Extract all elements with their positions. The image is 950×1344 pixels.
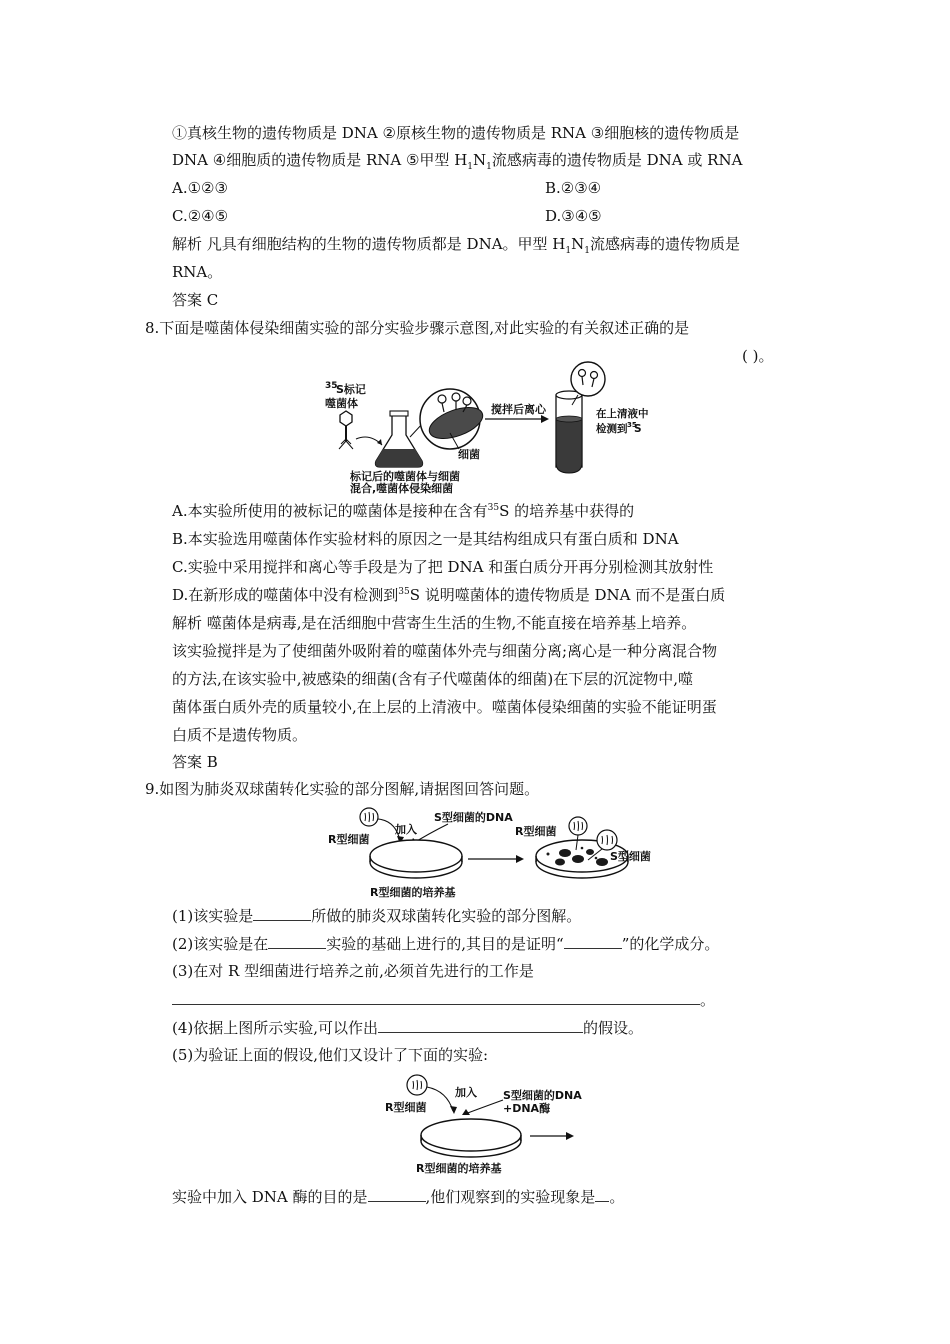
q9-part1-text-b: 所做的肺炎双球菌转化实验的部分图解。 — [311, 907, 582, 925]
phage-label-line1: S标记 — [336, 383, 366, 396]
q7-option-c: C.②④⑤ — [172, 207, 229, 225]
q8-option-a — [172, 501, 634, 521]
q8-option-d — [172, 585, 725, 605]
q7-statements-text-a: DNA ④细胞质的遗传物质是 RNA ⑤甲型 H — [172, 151, 468, 169]
q9-part2-text-c: ”的化学成分。 — [621, 935, 720, 953]
q8-answer: 答案 B — [172, 753, 218, 771]
medium-label-2: R型细菌的培养基 — [416, 1162, 502, 1175]
q7-option-b: B.②③④ — [545, 179, 602, 197]
q9-part4-text-a: (4)依据上图所示实验,可以作出 — [172, 1019, 379, 1037]
supernatant-circle — [571, 362, 605, 396]
q8-analysis-line: 白质不是遗传物质。 — [172, 726, 308, 744]
q9-part4-text-b: 的假设。 — [583, 1019, 644, 1037]
arrow-phage-to-flask — [356, 437, 382, 445]
q8-analysis-line: 解析 噬菌体是病毒,是在活细胞中营寄生生活的生物,不能直接在培养基上培养。 — [172, 614, 697, 632]
q9-part2-blank-2[interactable] — [564, 933, 622, 949]
detect-label-s: S — [634, 423, 642, 435]
q9-part6 — [172, 1186, 624, 1207]
q7-statements-text: ①真核生物的遗传物质是 DNA ②原核生物的遗传物质是 RNA ③细胞核的遗传物质是 — [172, 124, 740, 142]
s-dna-label-2: S型细菌的DNA — [503, 1089, 582, 1102]
q8-option-a-text-b: S 的培养基中获得的 — [499, 502, 635, 520]
q9-part1-blank[interactable] — [253, 905, 311, 921]
q8-option-d-text-b: S 说明噬菌体的遗传物质是 DNA 而不是蛋白质 — [409, 586, 726, 604]
q8-option-d-sup: 35 — [398, 587, 410, 597]
q8-analysis-line: 的方法,在该实验中,被感染的细菌(含有子代噬菌体的细菌)在下层的沉淀物中,噬 — [172, 670, 694, 688]
q9-part4 — [172, 1017, 643, 1038]
phage-infection-diagram — [320, 377, 649, 495]
q8-option-c: C.实验中采用搅拌和离心等手段是为了把 DNA 和蛋白质分开再分别检测其放射性 — [172, 558, 714, 576]
q8-option-d-text: D.在新形成的噬菌体中没有检测到 — [172, 586, 399, 604]
transformation-diagram-2 — [380, 1070, 600, 1178]
q9-part2-text-b: 实验的基础上进行的,其目的是证明“ — [326, 935, 564, 953]
r-bacteria-label-2: R型细菌 — [515, 825, 557, 838]
q7-answer: 答案 C — [172, 291, 219, 309]
q7-statements-line2 — [172, 150, 742, 170]
bacteria-label: 细菌 — [458, 448, 480, 461]
q7-analysis-text-a: 解析 凡具有细胞结构的生物的遗传物质都是 DNA。甲型 H — [172, 235, 566, 253]
q8-analysis-line: 该实验搅拌是为了使细菌外吸附着的噬菌体外壳与细菌分离;离心是一种分离混合物 — [172, 642, 718, 660]
q8-stem: 8.下面是噬菌体侵染细菌实验的部分实验步骤示意图,对此实验的有关叙述正确的是 — [145, 319, 690, 337]
q9-part1 — [172, 905, 581, 926]
q7-analysis-sub-1: 1 — [565, 246, 572, 256]
detect-label-sup: 35 — [627, 421, 637, 429]
q9-part3-answer-line — [172, 989, 715, 1010]
q7-option-d: D.③④⑤ — [545, 207, 602, 225]
centrifuge-arrow-label: 搅拌后离心 — [491, 403, 546, 416]
medium-label: R型细菌的培养基 — [370, 886, 456, 899]
r-bacteria-label: R型细菌 — [328, 833, 370, 846]
detect-label-line1: 在上清液中 — [596, 408, 649, 420]
q8-option-b: B.本实验选用噬菌体作实验材料的原因之一是其结构组成只有蛋白质和 DNA — [172, 530, 679, 548]
dna-enzyme-label: +DNA酶 — [503, 1102, 551, 1115]
q7-analysis-n: N — [571, 235, 585, 253]
transformation-diagram-1 — [320, 804, 665, 899]
q9-part3-blank[interactable] — [172, 989, 700, 1005]
s-bacteria-label: S型细菌 — [610, 850, 651, 863]
s-dna-label: S型细菌的DNA — [434, 811, 513, 824]
petri-dish-left — [370, 840, 462, 878]
q7-analysis-line1 — [172, 234, 740, 254]
mix-label-line2: 混合,噬菌体侵染细菌 — [350, 482, 454, 495]
q9-part2 — [172, 933, 719, 954]
q7-analysis-text-b: 流感病毒的遗传物质是 — [589, 235, 740, 253]
q7-analysis-sub-2: 1 — [584, 246, 590, 256]
q7-subscript-2: 1 — [486, 162, 492, 172]
q9-part3: (3)在对 R 型细菌进行培养之前,必须首先进行的工作是 — [172, 962, 534, 980]
q9-part3-end: 。 — [700, 991, 716, 1009]
detect-label-line2: 检测到 — [596, 423, 628, 435]
phage-icon — [339, 411, 353, 449]
q9-part2-blank-1[interactable] — [268, 933, 326, 949]
phage-label-line2: 噬菌体 — [325, 397, 358, 410]
q9-part6-blank-1[interactable] — [368, 1186, 426, 1202]
q9-part6-text-a: 实验中加入 DNA 酶的目的是 — [172, 1188, 368, 1206]
mix-label-line1: 标记后的噬菌体与细菌 — [350, 470, 460, 483]
q9-part5: (5)为验证上面的假设,他们又设计了下面的实验: — [172, 1046, 489, 1064]
flask-icon — [376, 411, 423, 467]
q7-subscript-1: 1 — [467, 162, 474, 172]
q9-part6-blank-2[interactable] — [595, 1186, 609, 1202]
q9-part6-text-b: ,他们观察到的实验现象是 — [425, 1188, 596, 1206]
add-label-2: 加入 — [455, 1086, 477, 1099]
q7-analysis-line2: RNA。 — [172, 263, 223, 281]
r-bacteria-label-3: R型细菌 — [385, 1101, 427, 1114]
q8-option-a-sup: 35 — [487, 503, 500, 513]
petri-dish-3 — [421, 1119, 521, 1157]
q9-part4-blank[interactable] — [378, 1017, 583, 1033]
q7-statements-line1 — [172, 123, 739, 143]
q9-part2-text-a: (2)该实验是在 — [172, 935, 269, 953]
q9-stem: 9.如图为肺炎双球菌转化实验的部分图解,请据图回答问题。 — [145, 780, 540, 798]
q7-n-letter: N — [473, 151, 487, 169]
q8-option-a-text: A.本实验所使用的被标记的噬菌体是接种在含有 — [172, 502, 488, 520]
q9-part6-text-c: 。 — [609, 1188, 625, 1206]
q8-analysis-line: 菌体蛋白质外壳的质量较小,在上层的上清液中。噬菌体侵染细菌的实验不能证明蛋 — [172, 698, 717, 716]
add-label: 加入 — [395, 823, 417, 836]
q8-answer-bracket: ( )。 — [742, 347, 774, 365]
q7-option-a: A.①②③ — [172, 179, 228, 197]
test-tube-icon — [556, 391, 582, 473]
q9-part1-text-a: (1)该实验是 — [172, 907, 254, 925]
phage-label-sup: 35 — [325, 381, 338, 391]
q7-statements-text-b: 流感病毒的遗传物质是 DNA 或 RNA — [491, 151, 743, 169]
